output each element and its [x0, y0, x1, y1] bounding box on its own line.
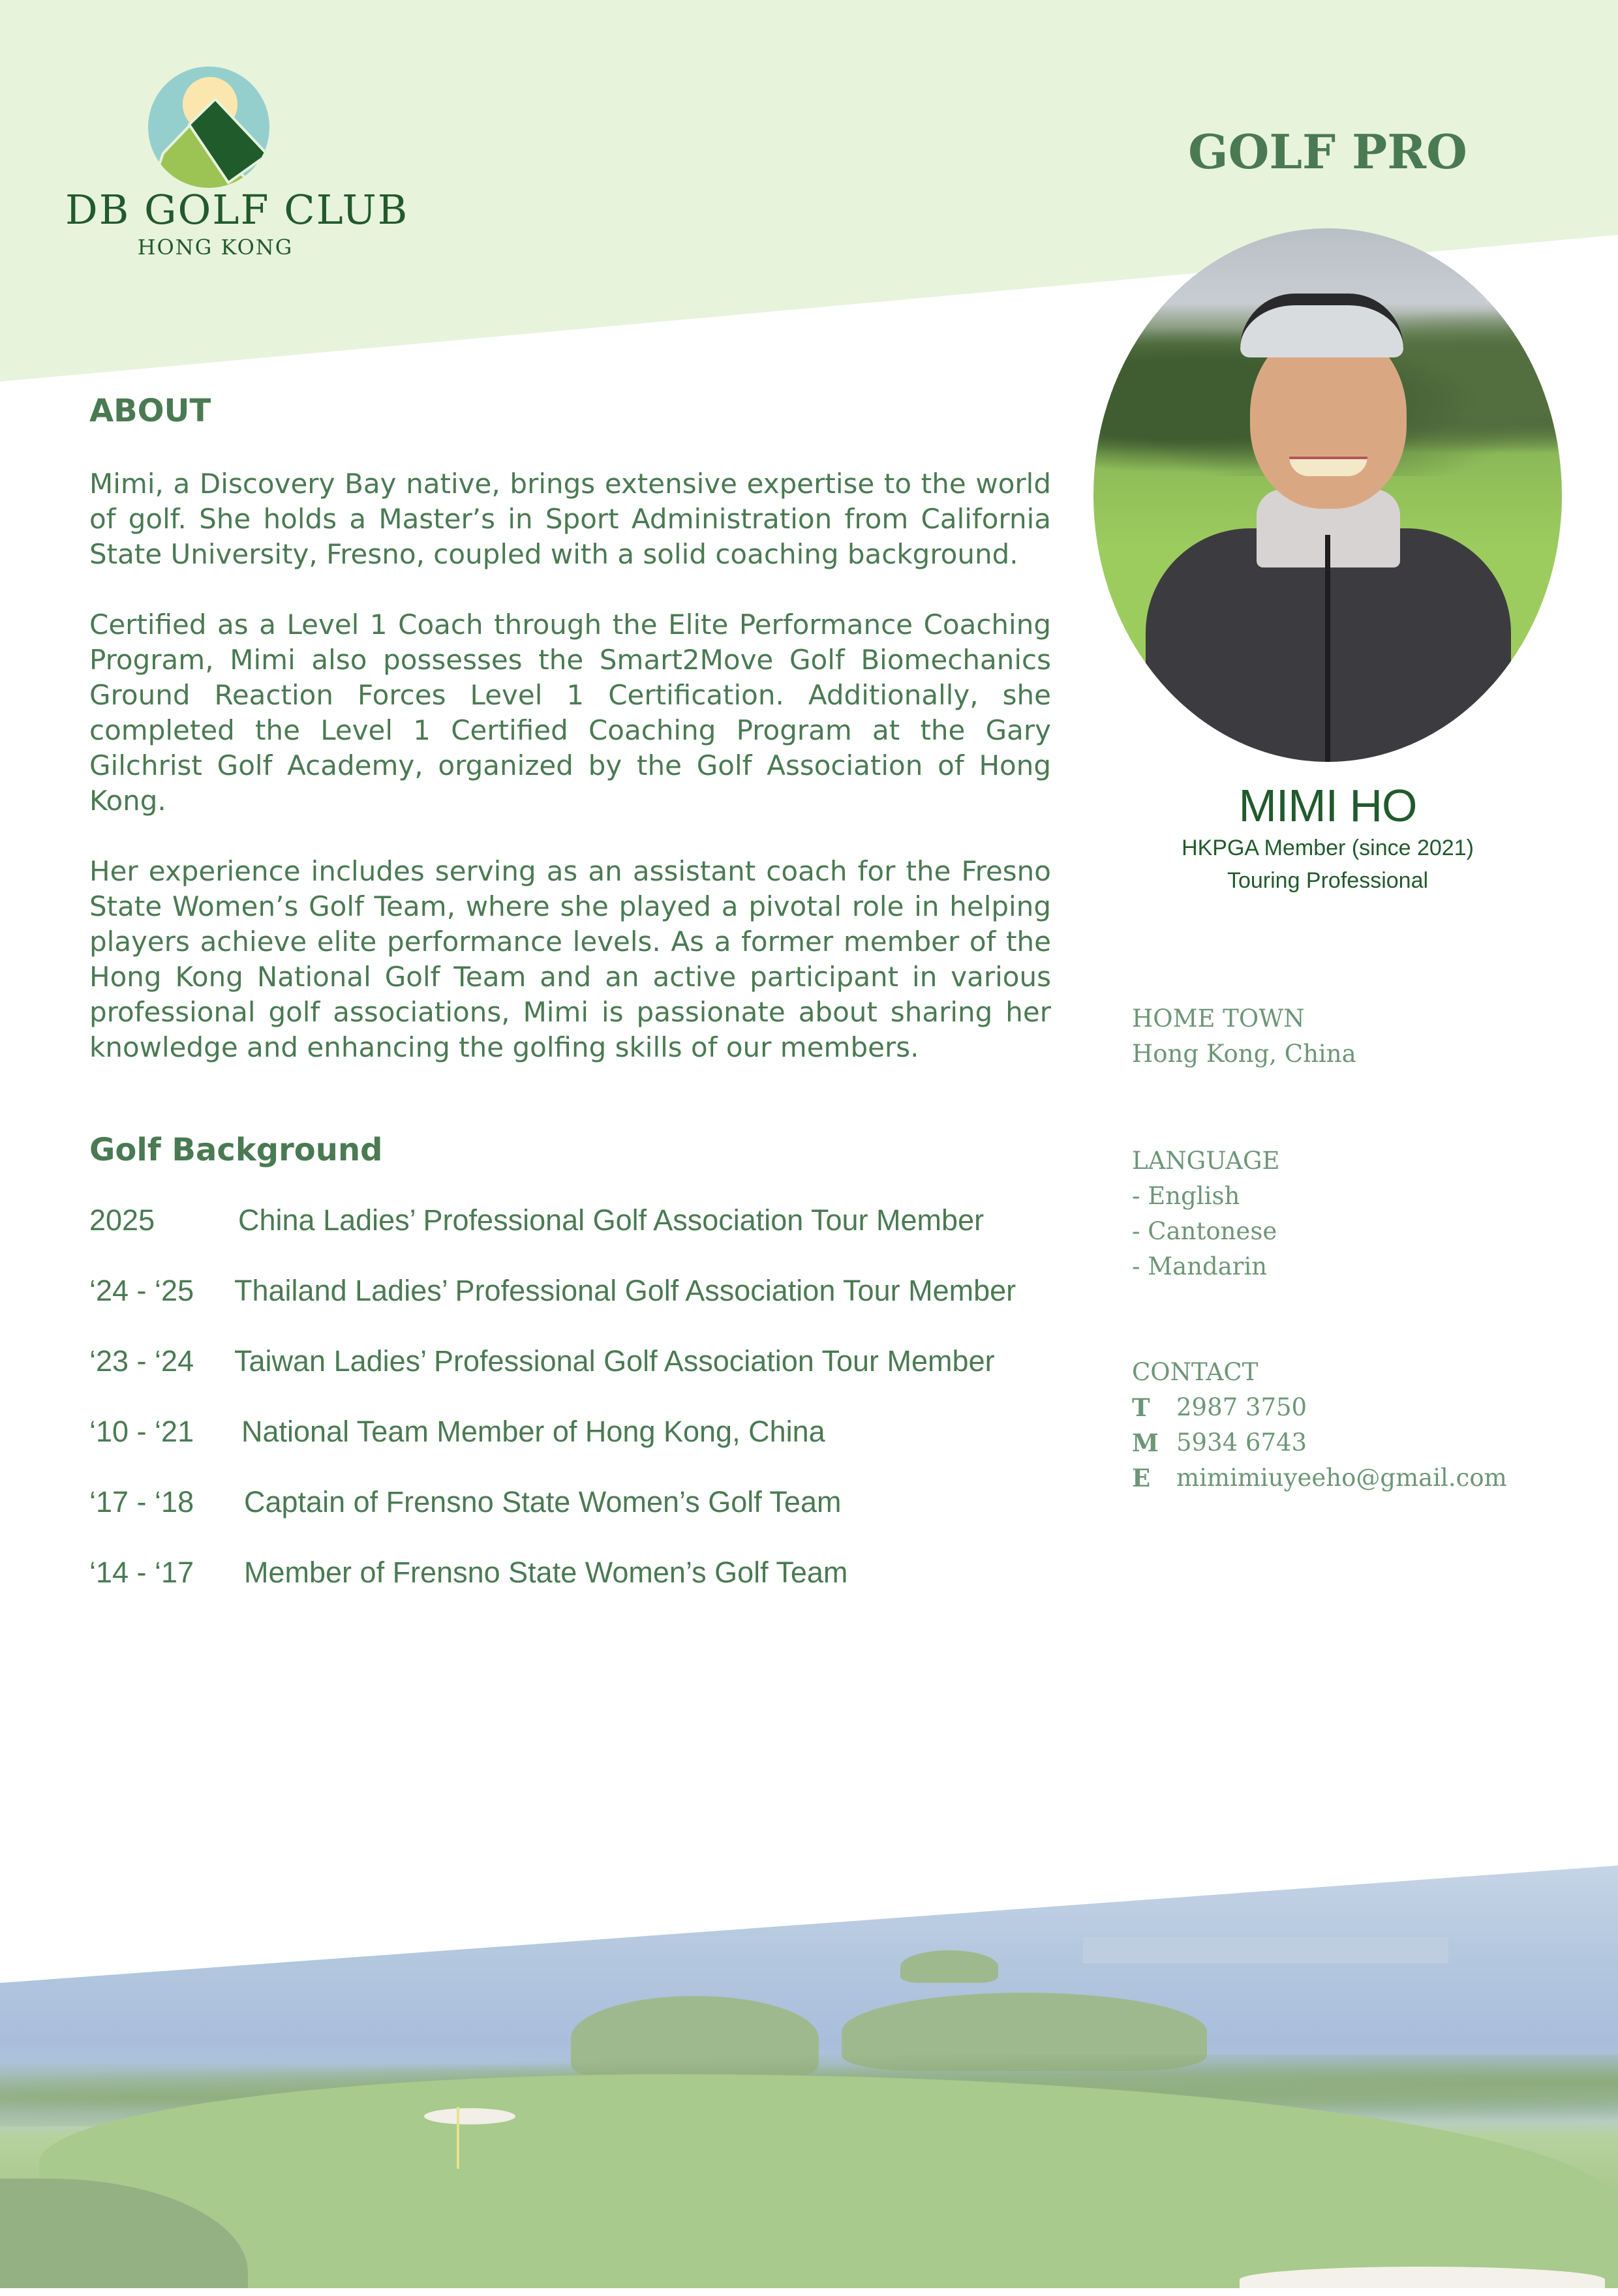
about-heading: ABOUT	[89, 393, 211, 429]
about-paragraph: Her experience includes serving as an assistant coach for the Fresno State Women’s Golf Team, where she played a pivotal role in helping players achieve elite performance levels. As a former member of the Hong Kong National Golf Team and an active participant in various professional golf associations, Mimi is passionate about sharing her knowledge and enhancing the golfing skills of our members.	[89, 855, 1051, 1063]
about-paragraph: Mimi, a Discovery Bay native, brings extensive expertise to the world of golf. She holds a Master’s in Sport Administration from California State University, Fresno, coupled with a solid coaching background.	[89, 468, 1051, 570]
golf-background-list	[89, 1202, 1068, 1591]
list-item	[89, 1413, 1068, 1450]
hometown-label: HOME TOWN	[1132, 1004, 1305, 1033]
logo-subtitle: HONG KONG	[137, 235, 294, 260]
mobile-key: M	[1132, 1428, 1159, 1457]
photo-zip	[1325, 535, 1330, 762]
profile-name: MIMI HO	[1238, 780, 1417, 831]
item-years: ‘24 - ‘25	[89, 1274, 194, 1307]
phone-key: T	[1132, 1393, 1150, 1422]
contact-mobile	[1132, 1425, 1589, 1460]
photo-smile	[1289, 457, 1367, 476]
photo-visor	[1240, 294, 1403, 357]
contact-phone	[1132, 1390, 1589, 1425]
item-years: ‘14 - ‘17	[89, 1556, 194, 1589]
item-description: Taiwan Ladies’ Professional Golf Association Tour Member	[234, 1344, 995, 1378]
contact-label: CONTACT	[1132, 1358, 1259, 1386]
landscape-island	[900, 1950, 998, 1983]
language-item: - English	[1132, 1182, 1240, 1210]
list-item	[89, 1343, 1068, 1380]
list-item	[89, 1484, 1068, 1520]
item-description: Member of Frensno State Women’s Golf Team	[244, 1556, 848, 1589]
logo-wordmark: DB GOLF CLUB	[65, 186, 409, 234]
item-description: Captain of Frensno State Women’s Golf Team	[244, 1485, 842, 1518]
landscape-bunker	[1240, 2267, 1605, 2293]
email-link[interactable]: mimimiuyeeho@gmail.com	[1176, 1464, 1507, 1492]
item-years: ‘23 - ‘24	[89, 1344, 194, 1378]
email-key: E	[1132, 1464, 1151, 1492]
side-info	[1132, 1001, 1589, 1496]
page-title: GOLF PRO	[1188, 124, 1467, 179]
item-years: 2025	[89, 1203, 155, 1237]
flag-icon	[457, 2107, 459, 2169]
golf-club-emblem-icon	[144, 62, 274, 192]
contact-block	[1132, 1355, 1589, 1496]
contact-email	[1132, 1460, 1589, 1496]
language-label: LANGUAGE	[1132, 1147, 1280, 1175]
item-years: ‘10 - ‘21	[89, 1415, 194, 1448]
language-block	[1132, 1143, 1589, 1284]
profile-role: Touring Professional	[1227, 868, 1429, 893]
item-description: National Team Member of Hong Kong, China	[241, 1415, 825, 1448]
golf-background-heading: Golf Background	[89, 1132, 383, 1168]
about-paragraph: Certified as a Level 1 Coach through the Elite Performance Coaching Program, Mimi also possesses the Smart2Move Golf Biomechanics Ground Reaction Forces Level 1 Certification. Additionally, she completed the Level 1 Certified Coaching Program at the Gary Gilchrist Golf Academy, organized by the Golf Association of Hong Kong.	[89, 609, 1051, 817]
item-description: Thailand Ladies’ Professional Golf Association Tour Member	[234, 1274, 1016, 1307]
list-item	[89, 1202, 1068, 1239]
language-item: - Cantonese	[1132, 1217, 1277, 1245]
landscape-bunker	[424, 2108, 515, 2124]
main-content	[89, 391, 1051, 1625]
phone-value[interactable]: 2987 3750	[1176, 1393, 1307, 1421]
hometown-block	[1132, 1001, 1589, 1072]
golf-course-landscape-image	[0, 1865, 1618, 2288]
language-item: - Mandarin	[1132, 1252, 1268, 1280]
list-item	[89, 1273, 1068, 1309]
hometown-value: Hong Kong, China	[1132, 1040, 1356, 1068]
list-item	[89, 1554, 1068, 1591]
profile-photo	[1093, 228, 1562, 762]
item-description: China Ladies’ Professional Golf Association Tour Member	[238, 1203, 985, 1237]
mobile-value[interactable]: 5934 6743	[1176, 1428, 1307, 1457]
profile-membership: HKPGA Member (since 2021)	[1182, 836, 1474, 860]
club-logo	[65, 62, 409, 264]
landscape-city	[1083, 1937, 1448, 1963]
item-years: ‘17 - ‘18	[89, 1485, 194, 1518]
profile-name-block	[1093, 779, 1562, 897]
